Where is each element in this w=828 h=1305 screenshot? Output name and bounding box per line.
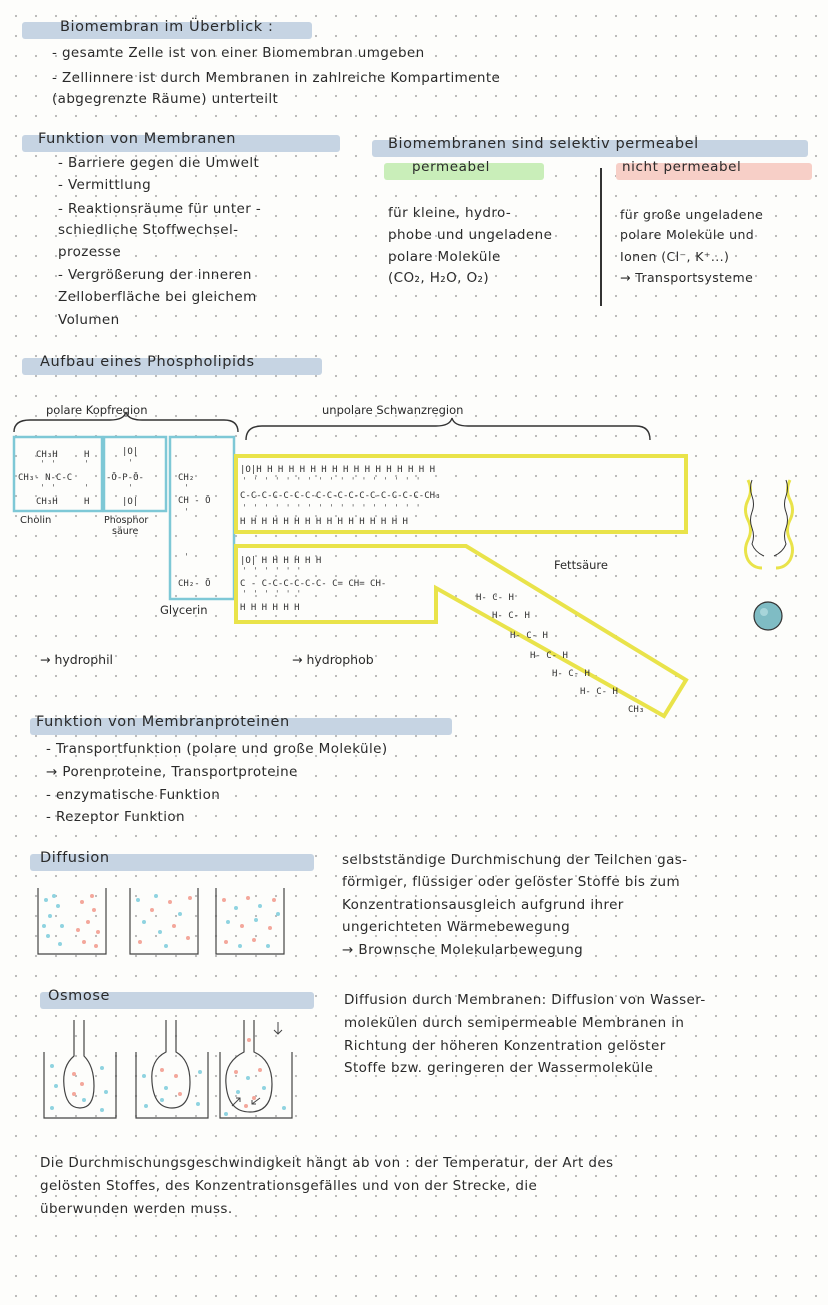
svg-text:CH₂- Ō: CH₂- Ō — [178, 579, 211, 589]
osmose-particles-1 — [50, 1064, 108, 1112]
tail-region-label: unpolare Schwanzregion — [322, 403, 464, 417]
function-title: Funktion von Membranen — [38, 131, 237, 147]
svg-text:CH₂: CH₂ — [178, 473, 195, 483]
svg-text:H- C- H: H- C- H — [476, 593, 514, 603]
svg-text:ˈ: ˈ — [84, 484, 90, 494]
permeable-line-4: (CO₂, H₂O, O₂) — [388, 270, 489, 286]
svg-text:H- C- H: H- C- H — [530, 651, 568, 661]
proteins-line-3: - enzymatische Funktion — [46, 787, 221, 803]
osmose-particles-2 — [142, 1068, 202, 1108]
function-line-7: Zelloberfläche bei gleichem — [58, 289, 257, 305]
summary-line-2: gelösten Stoffes, des Konzentrationsgefälles und von der Strecke, die — [40, 1178, 538, 1194]
diffusion-line-1: selbstständige Durchmischung der Teilchen gas- — [342, 852, 688, 868]
svg-text:ˈ: ˈ — [184, 508, 190, 518]
summary-line-3: überwunden werden muss. — [40, 1201, 233, 1217]
svg-text:C-C-C-C-C-C-C-C-C-C-C-C-C-C-C-: C-C-C-C-C-C-C-C-C-C-C-C-C-C-C-C-C-CH₃ — [240, 491, 441, 501]
permeable-label: permeabel — [412, 159, 490, 175]
svg-text:H: H — [84, 450, 90, 460]
diffusion-diagram — [30, 882, 290, 962]
svg-text:H- C- H: H- C- H — [492, 611, 530, 621]
phospholipid-icon — [746, 480, 793, 630]
svg-text:CH₃- N-C-C: CH₃- N-C-C — [18, 473, 73, 483]
svg-text:ˈ: ˈ — [184, 553, 190, 563]
svg-text:C - C-C-C-C-C-C- C= CH= CH-: C - C-C-C-C-C-C- C= CH= CH- — [240, 579, 387, 589]
svg-text:CH₃H: CH₃H — [36, 450, 58, 460]
osmose-arrows — [232, 1022, 282, 1106]
svg-text:ˈ: ˈ — [128, 484, 134, 494]
osmose-cell-3 — [226, 1020, 272, 1112]
svg-text:H H H H H H H H H H: H H H H H H H H H H H H H H H H — [240, 517, 408, 527]
svg-text:ˈ ˈ ˈ ˈ ˈ ˈ ˈ ˈ ˈ ˈ: ˈ ˈ ˈ ˈ ˈ ˈ ˈ ˈ ˈ ˈ ˈ ˈ ˈ ˈ ˈ ˈ ˈ — [242, 504, 421, 514]
function-line-5: prozesse — [58, 244, 122, 260]
svg-text:ˈ: ˈ — [128, 459, 134, 469]
svg-text:H: H — [84, 497, 90, 507]
osmose-cell-2 — [152, 1020, 190, 1108]
overview-line-1: - gesamte Zelle ist von einer Biomembran umgeben — [52, 45, 425, 61]
function-line-1: - Barriere gegen die Umwelt — [58, 155, 260, 171]
diffusion-beaker-3 — [216, 888, 284, 954]
svg-text:ˈ ˈ ˈ ˈ ˈ ˈ ˈ ˈ ˈ ˈ: ˈ ˈ ˈ ˈ ˈ ˈ ˈ ˈ ˈ ˈ ˈ ˈ ˈ ˈ ˈ ˈ ˈ — [242, 477, 421, 487]
proteins-line-1: - Transportfunktion (polare und große Moleküle) — [46, 741, 388, 757]
glycerin-label: Glycerin — [160, 603, 208, 617]
svg-text:CH - Ō: CH - Ō — [178, 496, 211, 506]
head-region-brace — [14, 412, 238, 432]
phosphor-label: Phosphor — [104, 515, 149, 526]
permeable-line-3: polare Moleküle — [388, 249, 501, 265]
nonpermeable-line-2: polare Moleküle und — [620, 227, 755, 242]
svg-text:|O|: |O| — [122, 497, 139, 507]
phosphate-structure — [106, 447, 144, 507]
saeure-label: säure — [112, 526, 139, 537]
osmose-line-1: Diffusion durch Membranen: Diffusion von Wasser- — [344, 992, 706, 1008]
svg-text:|O|H H H H H H H H H: |O|H H H H H H H H H H H H H H H H H — [240, 465, 436, 475]
svg-text:H H H H H H: H H H H H H — [240, 603, 300, 613]
diffusion-line-5: → Brownsche Molekularbewegung — [342, 942, 584, 958]
diffusion-line-3: Konzentrationsausgleich aufgrund ihrer — [342, 897, 624, 913]
fettsaeure-label: Fettsäure — [554, 558, 608, 572]
overview-line-2: - Zellinnere ist durch Membranen in zahlreiche Kompartimente — [52, 70, 501, 86]
function-line-8: Volumen — [58, 312, 120, 328]
svg-text:|O| H H H H H H: |O| H H H H H H — [240, 556, 322, 566]
svg-text:ˈ ˈ: ˈ ˈ — [40, 484, 57, 494]
diffusion-particles-1 — [42, 894, 100, 948]
nonpermeable-label: nicht permeabel — [622, 159, 742, 175]
fatty-acid-kink — [476, 593, 644, 715]
osmose-cell-1 — [64, 1020, 94, 1108]
tail-region-brace — [246, 418, 650, 440]
osmose-line-4: Stoffe bzw. geringeren der Wassermoleküle — [344, 1060, 654, 1076]
function-line-2: - Vermittlung — [58, 177, 152, 193]
svg-text:-Ō-P-Ō-: -Ō-P-Ō- — [106, 473, 144, 483]
svg-text:ˈ ˈ ˈ ˈ ˈ ˈ: ˈ ˈ ˈ ˈ ˈ ˈ — [242, 567, 302, 577]
overview-line-3: (abgegrenzte Räume) unterteilt — [52, 91, 279, 107]
osmose-diagram — [36, 1016, 296, 1126]
function-line-3: - Reaktionsräume für unter - — [58, 201, 262, 217]
cholin-structure — [18, 450, 89, 507]
nonpermeable-line-1: für große ungeladene — [620, 207, 764, 222]
fatty-acid-chain-2 — [240, 556, 386, 613]
proteins-title: Funktion von Membranproteinen — [36, 714, 290, 730]
svg-text:ˈ ˈ: ˈ ˈ — [40, 460, 57, 470]
permeable-line-1: für kleine, hydro- — [388, 205, 512, 221]
permeable-line-2: phobe und ungeladene — [388, 227, 553, 243]
svg-text:H- C- H: H- C- H — [552, 669, 590, 679]
svg-text:ˈ ˈ ˈ ˈ ˈ ˈ: ˈ ˈ ˈ ˈ ˈ ˈ — [242, 590, 302, 600]
nonpermeable-line-3: Ionen (Cl⁻, K⁺...) — [620, 249, 730, 264]
hydrophil-label: → hydrophil — [40, 652, 114, 667]
summary-line-1: Die Durchmischungsgeschwindigkeit hängt ab von : der Temperatur, der Art des — [40, 1155, 614, 1171]
fatty-acid-box-2 — [236, 546, 686, 716]
proteins-line-4: - Rezeptor Funktion — [46, 809, 186, 825]
fatty-acid-chain-1 — [240, 465, 440, 527]
glycerin-structure — [178, 473, 211, 589]
osmose-line-2: molekülen durch semipermeable Membranen in — [344, 1015, 685, 1031]
function-line-6: - Vergrößerung der inneren — [58, 267, 252, 283]
diffusion-beaker-2 — [130, 888, 198, 954]
svg-text:|O|: |O| — [122, 447, 139, 457]
osmose-title: Osmose — [48, 988, 111, 1004]
cholin-label: Cholin — [20, 515, 52, 526]
diffusion-particles-3 — [222, 896, 280, 948]
svg-text:ˈ: ˈ — [84, 460, 90, 470]
glycerin-box — [170, 437, 234, 599]
svg-text:ˈ: ˈ — [184, 484, 190, 494]
svg-text:H- C- H: H- C- H — [580, 687, 618, 697]
proteins-line-2: → Porenproteine, Transportproteine — [46, 764, 298, 780]
nonpermeable-line-4: → Transportsysteme — [620, 270, 754, 285]
svg-text:CH₃H: CH₃H — [36, 497, 58, 507]
svg-text:CH₃: CH₃ — [628, 705, 645, 715]
svg-text:H- C- H: H- C- H — [510, 631, 548, 641]
diffusion-title: Diffusion — [40, 850, 110, 866]
osmose-line-3: Richtung der höheren Konzentration gelöster — [344, 1038, 666, 1054]
diffusion-particles-2 — [136, 894, 192, 948]
hydrophob-label: → hydrophob — [292, 652, 374, 667]
function-line-4: schiedliche Stoffwechsel- — [58, 222, 239, 238]
diffusion-line-4: ungerichteten Wärmebewegung — [342, 919, 571, 935]
head-region-label: polare Kopfregion — [46, 403, 148, 417]
diffusion-line-2: förmiger, flüssiger oder gelöster Stoffe bis zum — [342, 874, 681, 890]
selective-title: Biomembranen sind selektiv permeabel — [388, 136, 699, 152]
overview-title: Biomembran im Überblick : — [60, 19, 274, 35]
phospholipid-title: Aufbau eines Phospholipids — [40, 354, 255, 370]
